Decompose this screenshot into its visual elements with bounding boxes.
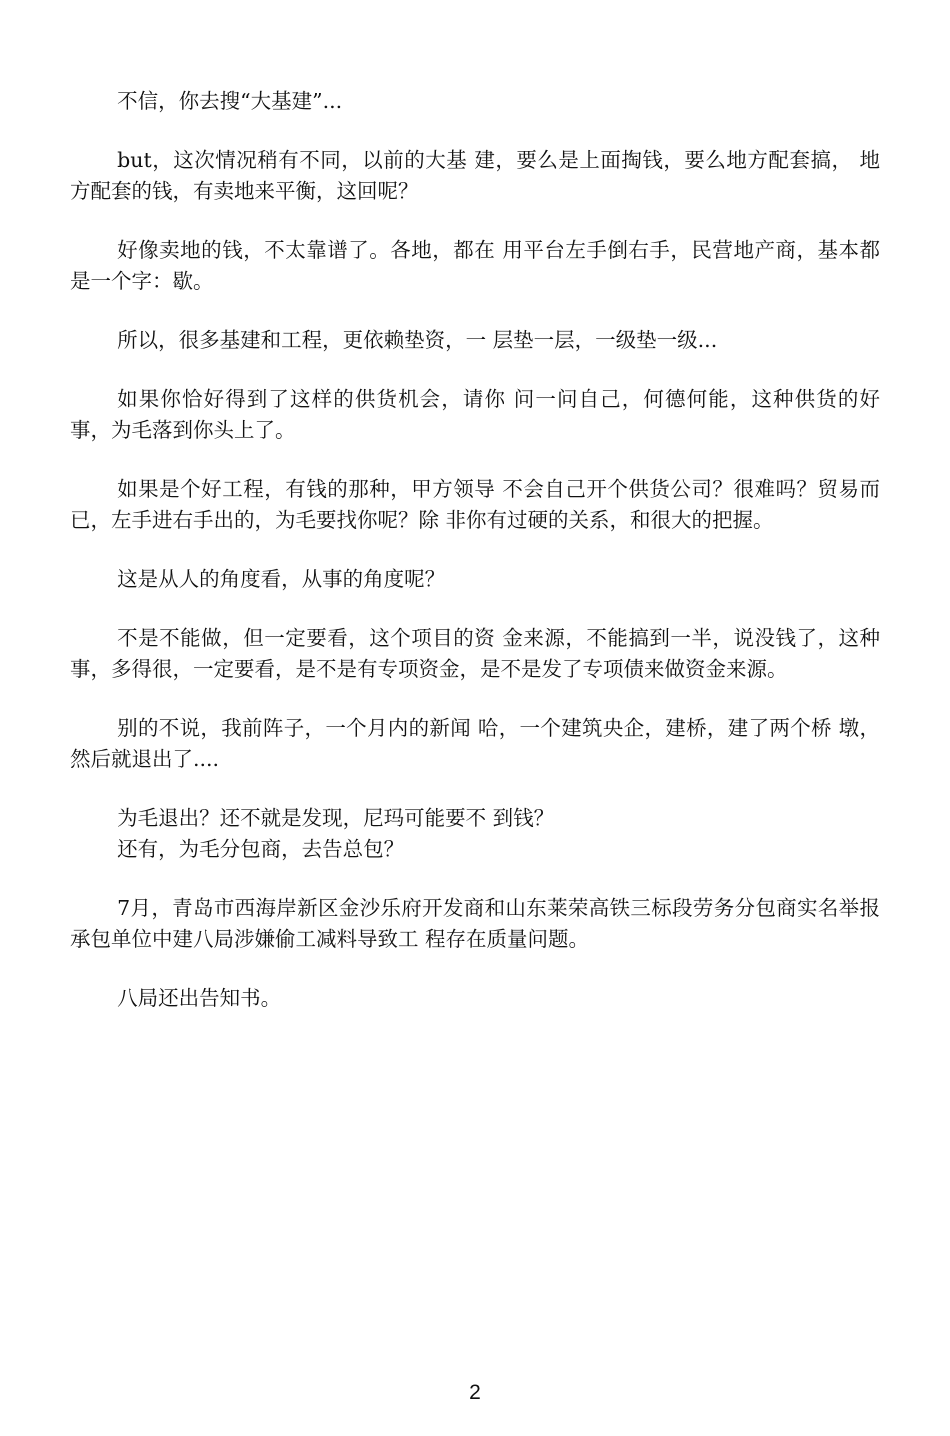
paragraph: 不信，你去搜“大基建”... bbox=[117, 89, 343, 113]
paragraph: 还有，为毛分包商，去告总包？ bbox=[117, 837, 405, 861]
paragraph: 如果你恰好得到了这样的供货机会，请你 问一问自己，何德何能，这种供货的好 事，为毛落到你头上了。 bbox=[70, 387, 880, 442]
paragraph: 这是从人的角度看，从事的角度呢？ bbox=[117, 567, 446, 591]
paragraph: 不是不能做，但一定要看，这个项目的资 金来源，不能搞到一半，说没钱了，这种 事，多得很，一定要看，是不是有专项资金，是不是发了专项债来做资金来源。 bbox=[70, 626, 880, 681]
paragraph: 所以，很多基建和工程，更依赖垫资，一 层垫一层，一级垫一级... bbox=[117, 328, 718, 352]
paragraph: 如果是个好工程，有钱的那种，甲方领导 不会自己开个供货公司？很难吗？贸易而 已，左手进右手出的，为毛要找你呢？除 非你有过硬的关系，和很大的把握。 bbox=[70, 477, 880, 532]
page-number: 2 bbox=[469, 1381, 481, 1404]
paragraph: 八局还出告知书。 bbox=[117, 986, 282, 1010]
paragraph: but，这次情况稍有不同，以前的大基 建，要么是上面掏钱，要么地方配套搞， 地方配套的钱，有卖地来平衡，这回呢？ bbox=[70, 148, 880, 203]
paragraph: 7月，青岛市西海岸新区金沙乐府开发商和山东莱荣高铁三标段劳务分包商实名举报承包单位中建八局涉嫌偷工减料导致工 程存在质量问题。 bbox=[70, 896, 880, 951]
paragraph: 好像卖地的钱，不太靠谱了。各地，都在 用平台左手倒右手，民营地产商，基本都 是一个字：歇。 bbox=[70, 238, 880, 293]
paragraph: 别的不说，我前阵子，一个月内的新闻 哈，一个建筑央企，建桥，建了两个桥 墩，然后就退出了.... bbox=[70, 716, 880, 771]
paragraph: 为毛退出？还不就是发现，尼玛可能要不 到钱？ bbox=[117, 806, 555, 830]
document-body bbox=[70, 86, 880, 1042]
